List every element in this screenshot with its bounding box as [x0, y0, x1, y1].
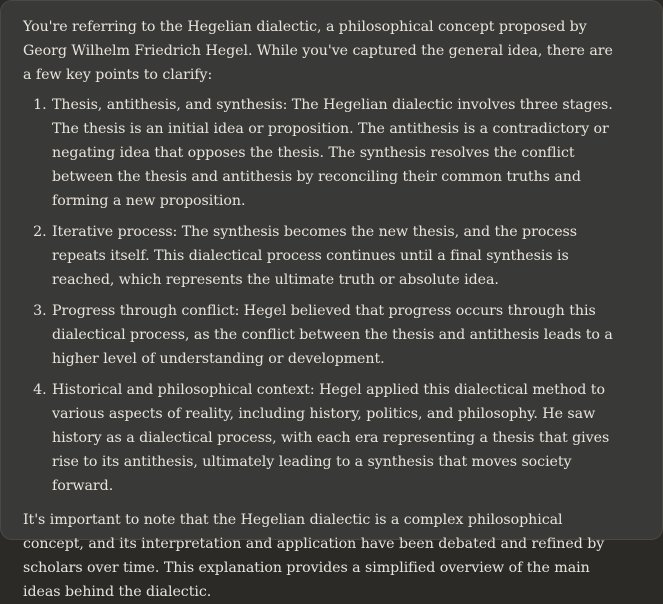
intro-paragraph: You're referring to the Hegelian dialectic, a philosophical concept proposed by Georg Wilhelm Friedrich Hegel. While you've captured the general idea, there are a few key points to clarify:	[23, 19, 613, 83]
list-item: 1. Thesis, antithesis, and synthesis: The Hegelian dialectic involves three stages. The thesis is an initial idea or proposition. The antithesis is a contradictory or negating idea that opposes the thesis. The synthesis resolves the conflict between the thesis and antithesis by reconciling their common truths and forming a new proposition.	[51, 93, 622, 213]
outro-paragraph: It's important to note that the Hegelian dialectic is a complex philosophical concept, and its interpretation and application have been debated and refined by scholars over time. This explanation provides a simplified overview of the main ideas behind the dialectic.	[23, 512, 605, 600]
list-item: 3. Progress through conflict: Hegel believed that progress occurs through this dialectical process, as the conflict between the thesis and antithesis leads to a higher level of understanding or development.	[51, 299, 622, 371]
list-item: 4. Historical and philosophical context: Hegel applied this dialectical method to various aspects of reality, including history, politics, and philosophy. He saw history as a dialectical process, with each era representing a thesis that gives rise to its antithesis, ultimately leading to a synthesis that moves society forward.	[51, 378, 622, 498]
list-item: 2. Iterative process: The synthesis becomes the new thesis, and the process repeats itself. This dialectical process continues until a final synthesis is reached, which represents the ultimate truth or absolute idea.	[51, 220, 622, 292]
key-points-list	[23, 93, 622, 498]
